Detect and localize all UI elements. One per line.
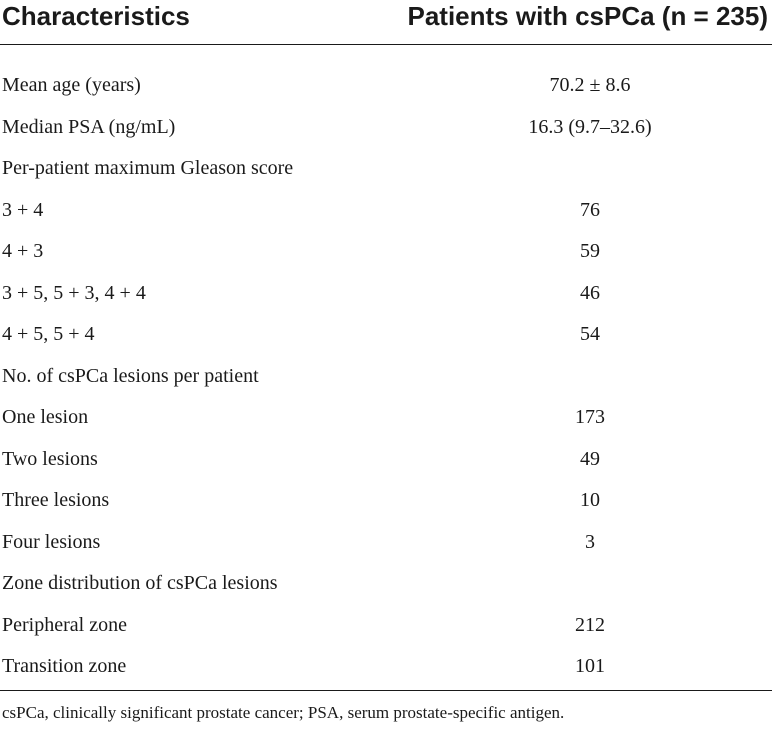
row-label: Transition zone: [2, 655, 127, 677]
row-value: 54: [580, 323, 600, 345]
table-header: [0, 0, 772, 36]
row-label: 4 + 5, 5 + 4: [2, 323, 95, 345]
row-value: 70.2 ± 8.6: [549, 74, 631, 96]
row-value: 76: [580, 199, 600, 221]
section-row: [0, 356, 772, 397]
section-label: No. of csPCa lesions per patient: [2, 365, 259, 387]
row-label: 4 + 3: [2, 240, 44, 262]
row-value: 3: [585, 531, 595, 553]
table-row: [0, 646, 772, 687]
row-label: Three lesions: [2, 489, 110, 511]
row-label: Median PSA (ng/mL): [2, 116, 176, 138]
row-value: 173: [575, 406, 605, 428]
section-label: Zone distribution of csPCa lesions: [2, 572, 278, 594]
row-value: 16.3 (9.7–32.6): [528, 116, 652, 138]
table-row: [0, 231, 772, 272]
row-value: 49: [580, 448, 600, 470]
table-row: [0, 605, 772, 646]
table-row: [0, 65, 772, 106]
row-label: One lesion: [2, 406, 89, 428]
section-row: [0, 563, 772, 604]
row-label: Peripheral zone: [2, 614, 127, 636]
table-row: [0, 397, 772, 438]
table-row: [0, 107, 772, 148]
row-value: 59: [580, 240, 600, 262]
header-patients: Patients with csPCa (n = 235): [407, 1, 768, 31]
row-value: 10: [580, 489, 600, 511]
table-row: [0, 190, 772, 231]
row-value: 46: [580, 282, 600, 304]
row-label: Four lesions: [2, 531, 101, 553]
row-label: 3 + 5, 5 + 3, 4 + 4: [2, 282, 146, 304]
section-row: [0, 148, 772, 189]
row-label: Mean age (years): [2, 74, 141, 96]
row-label: 3 + 4: [2, 199, 44, 221]
section-label: Per-patient maximum Gleason score: [2, 157, 294, 179]
table-row: [0, 314, 772, 355]
row-value: 101: [575, 655, 605, 677]
table-row: [0, 273, 772, 314]
table-footnote: csPCa, clinically significant prostate cancer; PSA, serum prostate-specific antigen.: [2, 703, 565, 722]
header-rule: [0, 44, 772, 45]
row-value: 212: [575, 614, 605, 636]
table-row: [0, 522, 772, 563]
row-label: Two lesions: [2, 448, 98, 470]
table-row: [0, 439, 772, 480]
header-characteristics: Characteristics: [2, 1, 190, 31]
table-row: [0, 480, 772, 521]
table-bottom-rule: [0, 690, 772, 691]
